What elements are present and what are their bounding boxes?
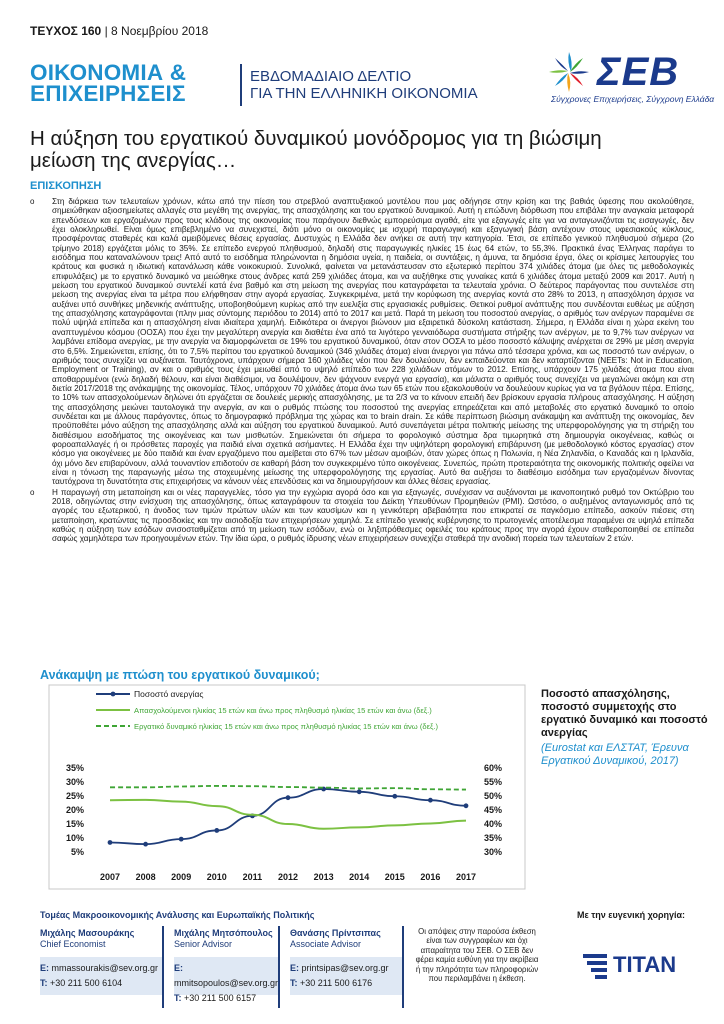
newsletter-subtitle-line1: ΕΒΔΟΜΑΔΙΑΙΟ ΔΕΛΤΙΟ [250,68,412,85]
contact-card [290,926,404,1008]
paragraph-2 [30,488,694,544]
sev-logo-text: ΣΕΒ [597,50,680,94]
bullet-mark: o [30,487,35,497]
contact-details [290,957,402,995]
phone-value: +30 211 500 6157 [184,993,257,1003]
right-axis-tick-label: 40% [484,819,503,829]
sponsor-label: Με την ευγενική χορηγία: [577,910,686,920]
article-body [30,197,694,545]
left-axis-tick-label: 35% [65,763,84,773]
x-axis-tick-label: 2016 [420,872,441,882]
x-axis-tick-label: 2009 [171,872,192,882]
x-axis-tick-label: 2011 [242,872,263,882]
left-axis-tick-label: 25% [65,791,84,801]
legend-label-2: Απασχολούμενοι ηλικίας 15 ετών και άνω προς πληθυσμό ηλικίας 15 ετών και άνω (δεξ.) [134,706,432,715]
series-point-1 [357,789,362,794]
x-axis-tick-label: 2014 [349,872,370,882]
left-axis-tick-label: 15% [65,819,84,829]
employment-chart [48,684,526,890]
titan-logo-text: ΤΙΤΑΝ [613,952,677,977]
contact-card [174,926,280,1008]
legend-label-3: Εργατικό δυναμικό ηλικίας 15 ετών και άνω προς πληθυσμό ηλικίας 15 ετών και άνω (δεξ.) [134,722,438,731]
contact-role: Senior Advisor [174,939,233,949]
right-axis-tick-label: 50% [484,791,503,801]
series-line-3 [110,786,466,790]
chart-source: (Eurostat και ΕΛΣΤΑΤ, Έρευνα Εργατικού Δυναμικού, 2017) [541,742,689,767]
contact-email[interactable] [174,961,278,991]
contact-email[interactable] [40,961,162,976]
bullet-mark: o [30,197,35,206]
left-axis-tick-label: 20% [65,805,84,815]
series-point-1 [143,842,148,847]
department-title: Τομέας Μακροοικονομικής Ανάλυσης και Ευρωπαϊκής Πολιτικής [40,910,315,920]
x-axis-tick-label: 2008 [135,872,156,882]
email-prefix: E: [290,963,299,973]
paragraph-1 [30,197,694,487]
phone-prefix: T: [174,993,182,1003]
contact-details [174,957,279,1003]
series-point-1 [464,803,469,808]
newsletter-subtitle-line2: ΓΙΑ ΤΗΝ ΕΛΛΗΝΙΚΗ ΟΙΚΟΝΟΜΙΑ [250,85,478,102]
newsletter-title-line2: ΕΠΙΧΕΙΡΗΣΕΙΣ [30,81,186,106]
phone-value: +30 211 500 6176 [300,978,373,988]
left-axis-tick-label: 30% [65,777,84,787]
legend-marker-1 [111,692,116,697]
issue-label: ΤΕΥΧΟΣ 160 [30,24,102,38]
x-axis-tick-label: 2013 [313,872,334,882]
x-axis-tick-label: 2015 [384,872,405,882]
titan-logo-icon [577,940,707,996]
series-point-1 [179,837,184,842]
contact-details [40,957,162,995]
email-prefix: E: [174,963,183,973]
phone-prefix: T: [40,978,48,988]
right-axis-tick-label: 60% [484,763,503,773]
contact-phone [174,991,278,1006]
x-axis-tick-label: 2017 [455,872,477,882]
contact-email[interactable] [290,961,402,976]
email-value[interactable]: mmitsopoulos@sev.org.gr [174,978,279,988]
legend-label-1: Ποσοστό ανεργίας [134,689,204,699]
x-axis-tick-label: 2007 [99,872,121,882]
series-point-1 [392,794,397,799]
series-point-1 [286,795,291,800]
newsletter-subtitle [250,68,478,102]
title-divider [240,64,242,106]
right-axis-tick-label: 35% [484,833,503,843]
page-headline-line1: Η αύξηση του εργατικού δυναμικού μονόδρομος για τη βιώσιμη [30,127,602,150]
chart-side-title: Ποσοστό απασχόλησης, ποσοστό συμμετοχής στο εργατικό δυναμικό και ποσοστό ανεργίας [541,688,708,739]
sev-logo [543,48,715,108]
sev-logo-tagline: Σύγχρονες Επιχειρήσεις, Σύγχρονη Ελλάδα [551,94,715,104]
issue-line [30,24,208,38]
phone-value: +30 211 500 6104 [50,978,123,988]
newsletter-title-line1: ΟΙΚΟΝΟΜΙΑ & [30,60,187,85]
paragraph-text: Η παραγωγή στη μεταποίηση και οι νέες παραγγελίες, τόσο για την εγχώρια αγορά όσο και για εξαγωγές, συνέχισαν να αυξάνονται με ικανοποιητικό ρυθμό τον Οκτώβριο του 2018, οδηγώντας στην ενίσχυση της απασχόλησης, όπως καταγράφουν τα στοιχεία του Δείκτη Υπευθύνων Προμηθειών (PMI). Ωστόσο, ο αυξημένος ανταγωνισμός από τις αγορές του εξωτερικού, η άνοδος των τιμών πρώτων υλών και των καυσίμων και η γενικότερη αβεβαιότητα που επικρατεί σε παγκόσμιο επίπεδο, ασκούν πιέσεις στη μεταποίηση, κρατώντας τις προσδοκίες και την αισιοδοξία των επιχειρήσεων χαμηλά. Σε επίπεδο γενικής κυβέρνησης το πρωτογενές αποτέλεσμα παραμένει σε υψηλά επίπεδα καθώς η αύξηση των εσόδων ανισοσταθμίζεται από τη μείωση των εσόδων, ενώ οι ληξιπρόθεσμες οφειλές του κράτους προς την αγορά έχουν σταθεροποιηθεί σε επίπεδα σαφώς χαμηλότερα των προηγουμένων ετών. Την ίδια ώρα, ο ρυθμός ίδρυσης νέων επιχειρήσεων συνεχίζει σταθερά την ανοδική πορεία των τελευταίων 2 ετών. [52,487,694,544]
disclaimer: Οι απόψεις στην παρούσα έκθεση είναι των συγγραφέων και όχι απαραίτητα του ΣΕΒ. Ο ΣΕΒ δεν φέρει καμία ευθύνη για την ακρίβεια ή την πληρότητα των πληροφοριών που περιλαμβάνει η έκθεση. [415,927,539,984]
page-headline-line2: μείωση της ανεργίας… [30,149,237,172]
contact-name: Μιχάλης Μητσόπουλος [174,928,273,938]
paragraph-text: Στη διάρκεια των τελευταίων χρόνων, κάτω από την πίεση του στρεβλού αναπτυξιακού μοντέλου που μας οδήγησε στην κρίση και της βαθιάς ύφεσης που ακολούθησε, σημειώθηκαν αξιοσημείωτες αλλαγές στα μεγέθη της ανεργίας, της απασχόλησης και του εργατικού δυναμικού. Αυτή η επώδυνη διόρθωση που επιβάλει την αναγκαία μεταφορά επενδύσεων και εργαζομένων προς τους κλάδους της οικονομίας που παράγουν διεθνώς εμπορεύσιμα αγαθά, είτε για εξαγωγές είτε για να ανταγωνιζόνται τις εισαγωγές, δεν έχει ολοκληρωθεί. Είναι όμως επιβεβλημένο να συνεχιστεί, διότι μόνο οι οικονομίες με ισχυρή παραγωγική και εξαγωγική βάση αντέχουν στους υφεσιακούς κύκλους, προσφέροντας σταθερές και καλά αμειβόμενες θέσεις εργασίας. Δυστυχώς η Ελλάδα δεν ανήκει σε αυτή την κατηγορία. Έτσι, σε επίπεδο γενικού πληθυσμού σήμερα (2ο τρίμηνο 2018) εργάζεται μόλις το 35%. Σε επίπεδο ενεργού πληθυσμού, δηλαδή στις παραγωγικές ηλικίες 15 έως 64 ετών, το 55,3%. Πρακτικά ένας Έλληνας παράγει το εισόδημα που καταναλώνουν τρεις! Από αυτό το εισόδημα πληρώνονται η δημόσια υγεία, η παιδεία, οι συντάξεις, η άμυνα, τα δημόσια έργα, όλες οι κρίσιμες λειτουργίες του κράτους και φυσικά η ιδιωτική κατανάλωση κάθε νοικοκυριού. Συνολικά, φαίνεται να μετανάστευσαν στο εξωτερικό περίπου 374 χιλιάδες άτομα (με όλες τις μεθοδολογικές επιφυλάξεις) με το εργατικό δυναμικό να μειώθηκε στους άνδρες κατά 259 χιλιάδες άτομα, και να αυξήθηκε στις γυναίκες κατά 6 χιλιάδες άτομα μεταξύ 2009 και 2017. Αυτή η μείωση του εργατικού δυναμικού συντελέί κατά ένα βαθμό και στη μείωση της ανεργίας που καταγράφεται τα τελευταία χρόνια. Ο δεύτερος παράγοντας που συντελέσε στη μείωση της ανεργίας είναι τα μέτρα που ελήφθησαν στην αγορά εργασίας. Συγκεκριμένα, μετά την κορύφωση της ανεργίας κοντά στο 28% το 2013, η απασχόληση άρχισε να αυξάνει υπό συνθήκες μηδενικής ανάπτυξης, υποβοηθούμενη κυρίως από την ευελιξία στις εργασιακές ρυθμίσεις. Θετικοί ρυθμοί ανάπτυξης που συνδέονται ευθέως με αύξηση της απασχόλησης καταγράφονται (πλην μιας σύντομης περιόδου το 2014) από το 2017 και μετά. Παρά τη μείωση του ποσοστού ανεργίας, ο αριθμός των ανέργων παραμένει σε πολύ υψηλά επίπεδα και η απασχόληση είναι ιδιαίτερα χαμηλή. Ειδικότερα οι άνεργοι βιώνουν μια εξαιρετικά δύσκολη κατάσταση. Σήμερα, η Ελλάδα είναι η χώρα εκείνη του αναπτυγμένου κόσμου (ΟΟΣΑ) που έχει την μεγαλύτερη ανεργία και διαθέτει ένα από τα λιγότερο γενναιόδωρα συστήματα στήριξης των ανέργων, με το 9,7% των ανέργων να λαμβάνει επίδομα ανεργίας, με την ανεργία να διαμορφώνεται σε 19% του εργατικού δυναμικού, όταν στον ΟΟΣΑ το μέσο ποσοστό κάλυψης ανέρχεται σε 29% με μέση ανεργία στο 6,5%. Σημειώνεται, επίσης, ότι το 7,5% περίπου του εργατικού δυναμικού (346 χιλιάδες άτομα) είναι άνεργοι για πάνω από τέσσερα χρόνια, και ως ποσοστό των ανέργων, ο αριθμός τους συνεχίζει να αυξάνεται. Ταυτόχρονα, υπάρχουν σήμερα 160 χιλιάδες νέοι που δεν δουλεύουν, δεν εκπαιδεύονται και δεν καταρτίζονται (NEETs: Not in Education, Employment or Training), αν και ο αριθμός τους έχει μειωθεί από το υψηλό επίπεδο των 228 χιλιάδων ατόμων το 2012. Επίσης, υπάρχουν 175 χιλιάδες άτομα που είναι αποθαρρυμένοι (ενώ δηλαδή θέλουν, και είναι διαθέσιμοι, να δουλέψουν, δεν ψάχνουν ενεργά για εργασία), και μάλιστα ο αριθμός τους συνεχίζει να μεγαλώνει ακόμη και στη διετία 2017/2018 της ανάκαμψης της οικονομίας. Τέλος, υπάρχουν 70 χιλιάδες άτομα άνω των 65 ετών που εξακολουθούν να δουλεύουν κυρίως για να τα βγάλουν πέρα. Επίσης, το 10% των απασχολούμενων δηλώνει ότι εργάζεται σε δουλειές μερικής απασχόλησης, με τα 2/3 να το κάνουν επειδή δεν βρίσκουν εργασία πλήρους απασχόλησης. Η αύξηση της απασχόλησης μειώνει ταυτολογικά την ανεργία, αν και ο ρυθμός πτώσης του ποσοστού της ανεργίας επηρεάζεται και από μεταβολές στο εργατικό δυναμικό το οποίο συνδέεται και με άλλους παράγοντες, όπως το δημογραφικό πρόβλημα της χώρας και το brain drain. Σε κάθε περίπτωση βιώσιμη ανάκαμψη και ανάπτυξη της οικονομίας, δεν προϋποθέτει μόνο αύξηση της απασχόλησης αλλά και αύξηση του εργατικού δυναμικού. Αυτό συνεπάγεται μέτρα πολιτικής μείωσης της υπερφορολόγησης για τη στήριξη του διαθέσιμου εισοδήματος της οικογένειας και των μισθωτών. Σημειώνεται ότι σήμερα το φορολογικό σύστημα δρα τιμωρητικά στη δημιουργία οικογένειας, καθώς οι φοροαπαλλαγές ή οι πρόσθετες παροχές για παιδιά είναι σχετικά ασήμαντες. Η Ελλάδα έχει την υψηλότερη φορολογική επιβάρυνση (με μεθοδολογικό κόστος εργασίας) στον κόσμο για οικογένειες με δύο παιδιά και έναν εργαζόμενο που αμείβεται στο 67% των μέσων αμοιβών, όταν χώρες όπως η Πολωνία, η Νέα Ζηλανδία, ο Καναδάς και η Ιρλανδία, όχι μόνο δεν επιβαρύνουν, αλλά τουναντίον επιδοτούν σε καθαρή βάση τον συγκεκριμένο τύπο οικογένειας. Συνεπώς, πρώτη προτεραιότητα της οικονομικής πολιτικής οφείλει να είναι η τόνωση της παραγωγής μέσω της στοχευμένης μείωσης της υπερφορολόγησης της εργασίας. Αυτό θα αυξήσει το διαθέσιμο εισόδημα των εργαζομένων δίνοντας ταυτόχρονα τη δυνατότητα στις επιχειρήσεις να κάνουν νέες επενδύσεις και να δημιουργήσουν και άλλες θέσεις εργασίας. [52,197,694,487]
contact-name: Μιχάλης Μασουράκης [40,928,135,938]
series-point-1 [214,828,219,833]
contact-role: Associate Advisor [290,939,362,949]
email-value[interactable]: mmassourakis@sev.org.gr [51,963,159,973]
contact-name: Θανάσης Πρίντσιπας [290,928,381,938]
star-burst-icon [543,50,597,96]
chart-svg [48,684,526,890]
right-axis-tick-label: 30% [484,847,503,857]
contact-phone [40,976,162,991]
chart-section-title: Ανάκαμψη με πτώση του εργατικού δυναμικού; [40,668,320,682]
phone-prefix: T: [290,978,298,988]
series-point-1 [428,798,433,803]
section-title: ΕΠΙΣΚΟΠΗΣΗ [30,180,102,192]
page-headline [30,128,710,172]
left-axis-tick-label: 10% [65,833,84,843]
titan-logo [577,940,707,996]
contact-card [40,926,164,1008]
series-line-2 [110,800,466,829]
right-axis-tick-label: 45% [484,805,503,815]
email-value[interactable]: printsipas@sev.org.gr [301,963,389,973]
newsletter-title [30,62,186,104]
series-point-1 [108,840,113,845]
contact-phone [290,976,402,991]
left-axis-tick-label: 5% [70,847,84,857]
right-axis-tick-label: 55% [484,777,503,787]
issue-date: | 8 Νοεμβρίου 2018 [104,24,209,38]
x-axis-tick-label: 2010 [206,872,227,882]
email-prefix: E: [40,963,49,973]
contact-role: Chief Economist [40,939,106,949]
x-axis-tick-label: 2012 [277,872,299,882]
